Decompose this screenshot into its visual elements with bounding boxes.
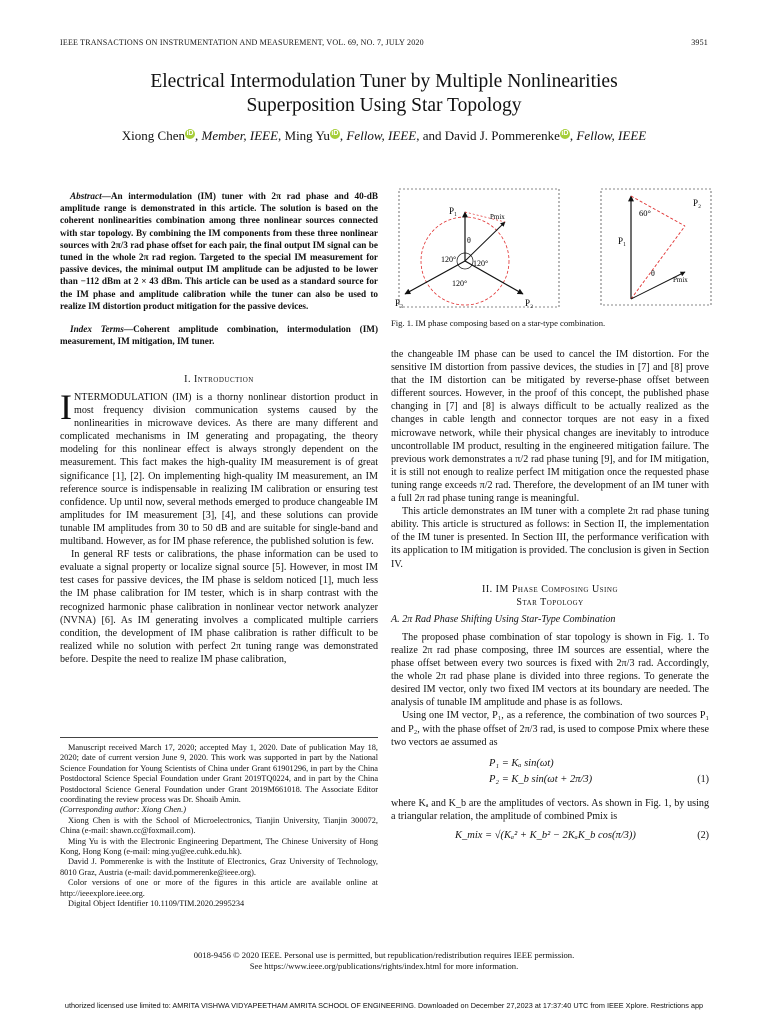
label-theta-right: θ (651, 269, 655, 278)
section-heading: II. IM Phase Composing Using (481, 583, 618, 595)
equation-1 (391, 757, 709, 791)
footnote: Manuscript received March 17, 2020; accepted May 1, 2020. Date of publication May 18, 2020; date of current version June 9, 2020. This work was supported in part by the National Science Foundation for Young Scientists of China under Grant 61901296, in part by the China Postdoctoral Science Special Foundation under Grant 2019TQ0224, and in part by the China Postdoctoral Science General Foundation under Grant 2019M661018. The Associate Editor coordinating the review process was Dr. Shoaib Amin. (60, 743, 378, 805)
label-p2-right: P₂ (693, 198, 702, 208)
author-role: Fellow, IEEE (576, 128, 647, 143)
label-p3: P₃ (395, 298, 404, 308)
paragraph: The proposed phase combination of star topology is shown in Fig. 1. To realize 2π rad phase composing, three IM sources are essential, where the phase offset between every two sources is fixed with 2π/3 rad. Accordingly, the whole 2π rad phase plane is divided into three regions. To generate the desired IM vector, only two fixed IM vectors at its boundary are needed. The analysis of tunable IM amplitude and phase is as follows. (391, 631, 709, 709)
equation-number: (1) (697, 773, 709, 785)
abstract (60, 190, 378, 312)
label-p2: P₂ (525, 298, 534, 308)
author-name: Xiong Chen (121, 128, 185, 143)
vector-pmix (465, 222, 505, 261)
label-p1-right: P₁ (618, 236, 627, 246)
label-p1: P₁ (449, 206, 458, 216)
orcid-icon[interactable]: iD (186, 129, 194, 137)
label-120-bottom: 120° (452, 279, 468, 288)
author-list: Xiong Chen iD , Member, IEEE, Ming Yu iD , Fellow, IEEE, and David J. Pommerenke iD , Fellow, IEEE (121, 128, 647, 143)
copyright-line: See https://www.ieee.org/publications/rights/index.html for more information. (249, 961, 519, 971)
author-role: Fellow, IEEE (346, 128, 417, 143)
abstract-label: Abstract— (70, 191, 111, 201)
index-terms-label: Index Terms— (70, 324, 134, 334)
subsection-heading: A. 2π Rad Phase Shifting Using Star-Type Combination (391, 613, 616, 625)
intro-paragraph-1: INTERMODULATION (IM) is a thorny nonlinear distortion product in most frequency division communication systems caused by the nonlinearities in microwave devices. As there are many different and complicated mechanisms in IM generating and propagating, the theory modeling for this nonlinear effect is always strongly dependent on the measurement. This fact makes the high-quality IM measurement is of great significance [1], [2]. On implementing high-quality IM measurement, an IM reference source is indispensable in realizing IM calibration or ensuring test confidence. Up until now, several methods emerged to produce changeable IM amplitudes for IM measurement [3], [4], and these solutions can provide tunable IM amplitudes from 30 to 50 dB and are suitable for single-band and multiband. However, as for IM phase reference, the published solution is few. (60, 387, 378, 548)
label-pmix-right: Pmix (673, 276, 688, 284)
footnotes (60, 743, 378, 910)
paragraph: Using one IM vector, P₁, as a reference, the combination of two sources P₁ and P₂, with the phase offset of 2π/3 rad, is used to compose Pmix where these two vectors ae assumed as (391, 710, 709, 748)
label-pmix: Pmix (490, 213, 505, 221)
index-terms (60, 323, 378, 347)
vector-p3 (405, 261, 468, 294)
orcid-icon[interactable]: iD (331, 129, 339, 137)
figure-caption: Fig. 1. IM phase composing based on a star-type combination. (391, 318, 606, 328)
footnote: Ming Yu is with the Electronic Engineering Department, The Chinese University of Hong Kong, Hong Kong (e-mail: ming.yu@ee.cuhk.edu.hk). (60, 836, 378, 857)
label-60: 60° (639, 208, 651, 218)
author-name: Ming Yu (284, 128, 330, 143)
abstract-text: An intermodulation (IM) tuner with 2π rad phase and 40-dB amplitude range is demonstrated in this article. The solution is based on the coherent nonlinearities combination among three nonlinear sources connected with star topology. By combining the IM components from these three nonlinear sources with 2π/3 rad phase offset for each pair, the final output IM signal can be tuned in the whole 2π rad region. Targeted to the special IM measurement for passive devices, the minimal output IM amplitude can be adjusted to be lower than −112 dBm at 2 × 43 dBm. This article can be used as a standard source for the IM phase and amplitude calibration while the tuner can also be used to realize IM distortion product mitigation for the passive devices. (60, 191, 378, 311)
label-theta: θ (467, 236, 471, 245)
equation-number: (2) (697, 829, 709, 841)
running-header: IEEE TRANSACTIONS ON INSTRUMENTATION AND MEASUREMENT, VOL. 69, NO. 7, JULY 2020 (60, 38, 424, 47)
paragraph: This article demonstrates an IM tuner with a complete 2π rad phase tuning ability. This article is structured as follows: in Section II, the implementation of the IM tuner is presented. In Section III, the performance verification with its application to IM mitigation is provided. The conclusion is given in Section IV. (391, 506, 710, 570)
equation-line: P₂ = K_b sin(ωt + 2π/3) (489, 773, 593, 785)
paragraph: where Kₐ and K_b are the amplitudes of vectors. As shown in Fig. 1, by using a triangular relation, the amplitude of combined Pmix is (391, 797, 709, 822)
label-120-left: 120° (441, 255, 457, 264)
equation-line: P₁ = Kₐ sin(ωt) (489, 757, 554, 769)
license-notice: uthorized licensed use limited to: AMRITA VISHWA VIDYAPEETHAM AMRITA SCHOOL OF ENGINEERING. Downloaded on December 27,2023 at 17:37:40 UTC from IEEE Xplore. Restrictions app (64, 1001, 704, 1010)
right-column-body (391, 348, 709, 845)
drop-cap: I (60, 387, 72, 427)
footnote: Digital Object Identifier 10.1109/TIM.2020.2995234 (68, 899, 245, 909)
footnote: Color versions of one or more of the figures in this article are available online at http://ieeexplore.ieee.org. (60, 878, 378, 898)
section-heading: I. Introduction (184, 374, 254, 385)
figure-1 (385, 186, 715, 314)
title-line-2: Superposition Using Star Topology (246, 95, 522, 116)
equation-line: K_mix = √(Kₐ² + K_b² − 2KₐK_b cos(π/3)) (455, 829, 636, 841)
equation-2 (391, 829, 709, 845)
copyright-line: 0018-9456 © 2020 IEEE. Personal use is permitted, but republication/redistribution requires IEEE permission. (193, 950, 575, 960)
footnote: Xiong Chen is with the School of Microelectronics, Tianjin University, Tianjin 300072, China (e-mail: shawn.cc@foxmail.com). (60, 815, 378, 836)
copyright-notice (0, 950, 768, 972)
section-heading: Star Topology (516, 596, 584, 608)
author-name: and David J. Pommerenke (422, 128, 560, 143)
footnote: (Corresponding author: Xiong Chen.) (60, 805, 186, 815)
footnote: David J. Pommerenke is with the Institute of Electronics, Graz University of Technology, 8010 Graz, Austria (e-mail: david.pommerenke@ieee.org). (60, 857, 378, 877)
intro-paragraph-2: In general RF tests or calibrations, the phase information can be used to evaluate a signal property or localize signal source [5]. However, in most IM test cases for passive devices, the IM phase is seldom noticed [1], much less the IM phase calibration for IM tester, which is in sharp contrast with the recognized harmonic phase calibration in nonlinear vector network analyzer (NVNA) [6]. As IM generating involves a complicated multiple carriers condition, the development of IM phase calibration is rather difficult to be realized while no solution with perfect 2π tuning range was demonstrated before. Despite the need to realize IM phase calibration, (60, 549, 378, 665)
page-number: 3951 (691, 38, 708, 47)
orcid-icon[interactable]: iD (561, 129, 569, 137)
footnote-rule (60, 737, 378, 738)
paragraph: the changeable IM phase can be used to cancel the IM distortion. For the sensitive IM distortion from passive devices, the studies in [7] and [8] prove that the IM distortion can be mitigated by reverse-phase offset between different sources. However, in the proof of this concept, the published phase changing in [7] and [8] is always difficult to be actually realized as the changes in cable length and connector torques are not easy in a fixed microwave network, while their physical changes are inevitably to introduce uncontrollable IM product, resulting in the engineered mitigation failure. The previous work demonstrates a π/2 rad phase tuning [9], and for IM mitigation, it is still not enough to realize perfect IM mitigation once the requested phase tuning range exceeds π/2 rad. Therefore, the development of an IM tuner with a full 2π rad phase tuning range is meaningful. (391, 349, 709, 505)
label-120-right: 120° (473, 259, 489, 268)
title-line-1: Electrical Intermodulation Tuner by Multiple Nonlinearities (150, 71, 618, 92)
construction-line-right (631, 226, 685, 299)
index-terms-text: Coherent amplitude combination, intermodulation (IM) measurement, IM mitigation, IM tuner. (60, 324, 379, 347)
author-role: Member, IEEE (201, 128, 279, 143)
paper-title (0, 70, 768, 118)
intro-body (60, 387, 378, 666)
